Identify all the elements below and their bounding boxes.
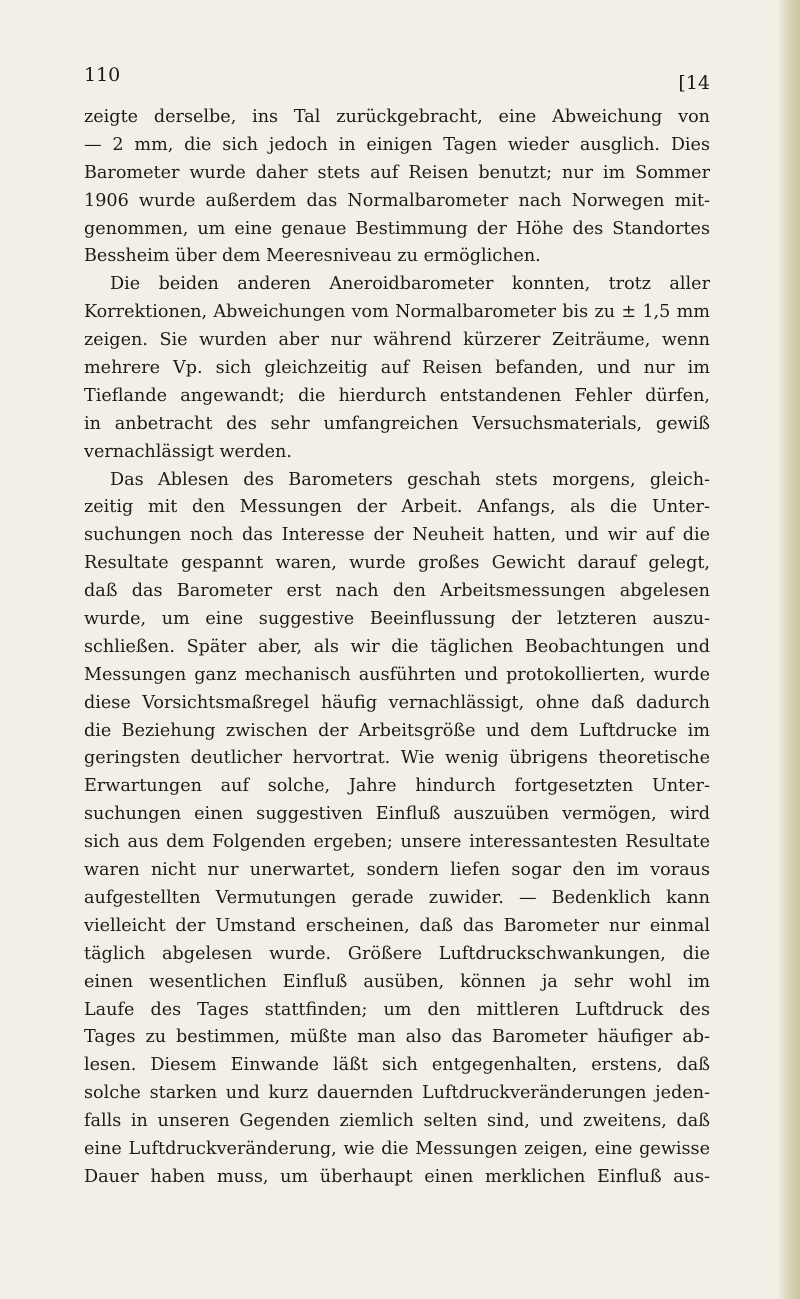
text-line: sich aus dem Folgenden ergeben; unsere interessantesten Resultate [84, 832, 710, 853]
text-line: einen wesentlichen Einfluß ausüben, können ja sehr wohl im [84, 971, 710, 992]
text-line: mehrere Vp. sich gleichzeitig auf Reisen befanden, und nur im [84, 358, 710, 379]
text-line: solche starken und kurz dauernden Luftdruckveränderungen jeden- [84, 1083, 710, 1104]
text-line: Erwartungen auf solche, Jahre hindurch fortgesetzten Unter- [84, 776, 710, 797]
text-line: täglich abgelesen wurde. Größere Luftdruckschwankungen, die [84, 943, 710, 964]
text-line: falls in unseren Gegenden ziemlich selten sind, und zweitens, daß [84, 1111, 710, 1132]
text-line: eine Luftdruckveränderung, wie die Messungen zeigen, eine gewisse [84, 1138, 710, 1159]
text-line: Das Ablesen des Barometers geschah stets morgens, gleich- [110, 469, 710, 490]
text-line: Laufe des Tages stattfinden; um den mittleren Luftdruck des [84, 999, 710, 1020]
text-line: aufgestellten Vermutungen gerade zuwider. — Bedenklich kann [84, 887, 710, 908]
text-line: Tages zu bestimmen, müßte man also das Barometer häufiger ab- [84, 1027, 710, 1048]
text-line: Messungen ganz mechanisch ausführten und protokollierten, wurde [84, 664, 710, 685]
text-line: genommen, um eine genaue Bestimmung der Höhe des Standortes [84, 218, 710, 239]
text-line: waren nicht nur unerwartet, sondern liefen sogar den im voraus [84, 860, 710, 881]
page-edge-shadow [778, 0, 800, 1299]
text-line: diese Vorsichtsmaßregel häufig vernachlässigt, ohne daß dadurch [84, 692, 710, 713]
text-line: Die beiden anderen Aneroidbarometer konnten, trotz aller [110, 274, 710, 295]
page-header [84, 64, 710, 96]
text-line: suchungen noch das Interesse der Neuheit hatten, und wir auf die [84, 525, 710, 546]
text-line: vernachlässigt werden. [84, 441, 292, 462]
page-number: 110 [84, 64, 121, 86]
text-line: die Beziehung zwischen der Arbeitsgröße und dem Luftdrucke im [84, 720, 710, 741]
body-text [84, 104, 710, 1192]
text-line: in anbetracht des sehr umfangreichen Versuchsmaterials, gewiß [84, 413, 710, 434]
text-line: zeitig mit den Messungen der Arbeit. Anfangs, als die Unter- [84, 497, 710, 518]
text-line: — 2 mm, die sich jedoch in einigen Tagen wieder ausglich. Dies [84, 134, 710, 155]
text-line: zeigen. Sie wurden aber nur während kürzerer Zeiträume, wenn [84, 330, 710, 351]
text-line: Tieflande angewandt; die hierdurch entstandenen Fehler dürfen, [84, 385, 710, 406]
text-line: Bessheim über dem Meeresniveau zu ermöglichen. [84, 246, 541, 267]
text-line: 1906 wurde außerdem das Normalbarometer nach Norwegen mit- [84, 190, 710, 211]
text-line: zeigte derselbe, ins Tal zurückgebracht, eine Abweichung von [84, 107, 710, 127]
text-line: Barometer wurde daher stets auf Reisen benutzt; nur im Sommer [84, 162, 710, 183]
text-line: Korrektionen, Abweichungen vom Normalbarometer bis zu ± 1,5 mm [84, 302, 710, 323]
text-line: suchungen einen suggestiven Einfluß auszuüben vermögen, wird [84, 804, 710, 825]
text-line: Resultate gespannt waren, wurde großes Gewicht darauf gelegt, [84, 553, 710, 574]
text-line: geringsten deutlicher hervortrat. Wie wenig übrigens theoretische [84, 748, 710, 769]
text-line: Dauer haben muss, um überhaupt einen merklichen Einfluß aus- [84, 1166, 710, 1187]
text-line: vielleicht der Umstand erscheinen, daß das Barometer nur einmal [84, 915, 710, 936]
text-line: schließen. Später aber, als wir die täglichen Beobachtungen und [84, 636, 710, 657]
text-line: daß das Barometer erst nach den Arbeitsmessungen abgelesen [84, 581, 710, 602]
text-line: wurde, um eine suggestive Beeinflussung der letzteren auszu- [84, 609, 710, 630]
text-line: lesen. Diesem Einwande läßt sich entgegenhalten, erstens, daß [84, 1055, 710, 1076]
signature-mark: [14 [678, 72, 710, 94]
